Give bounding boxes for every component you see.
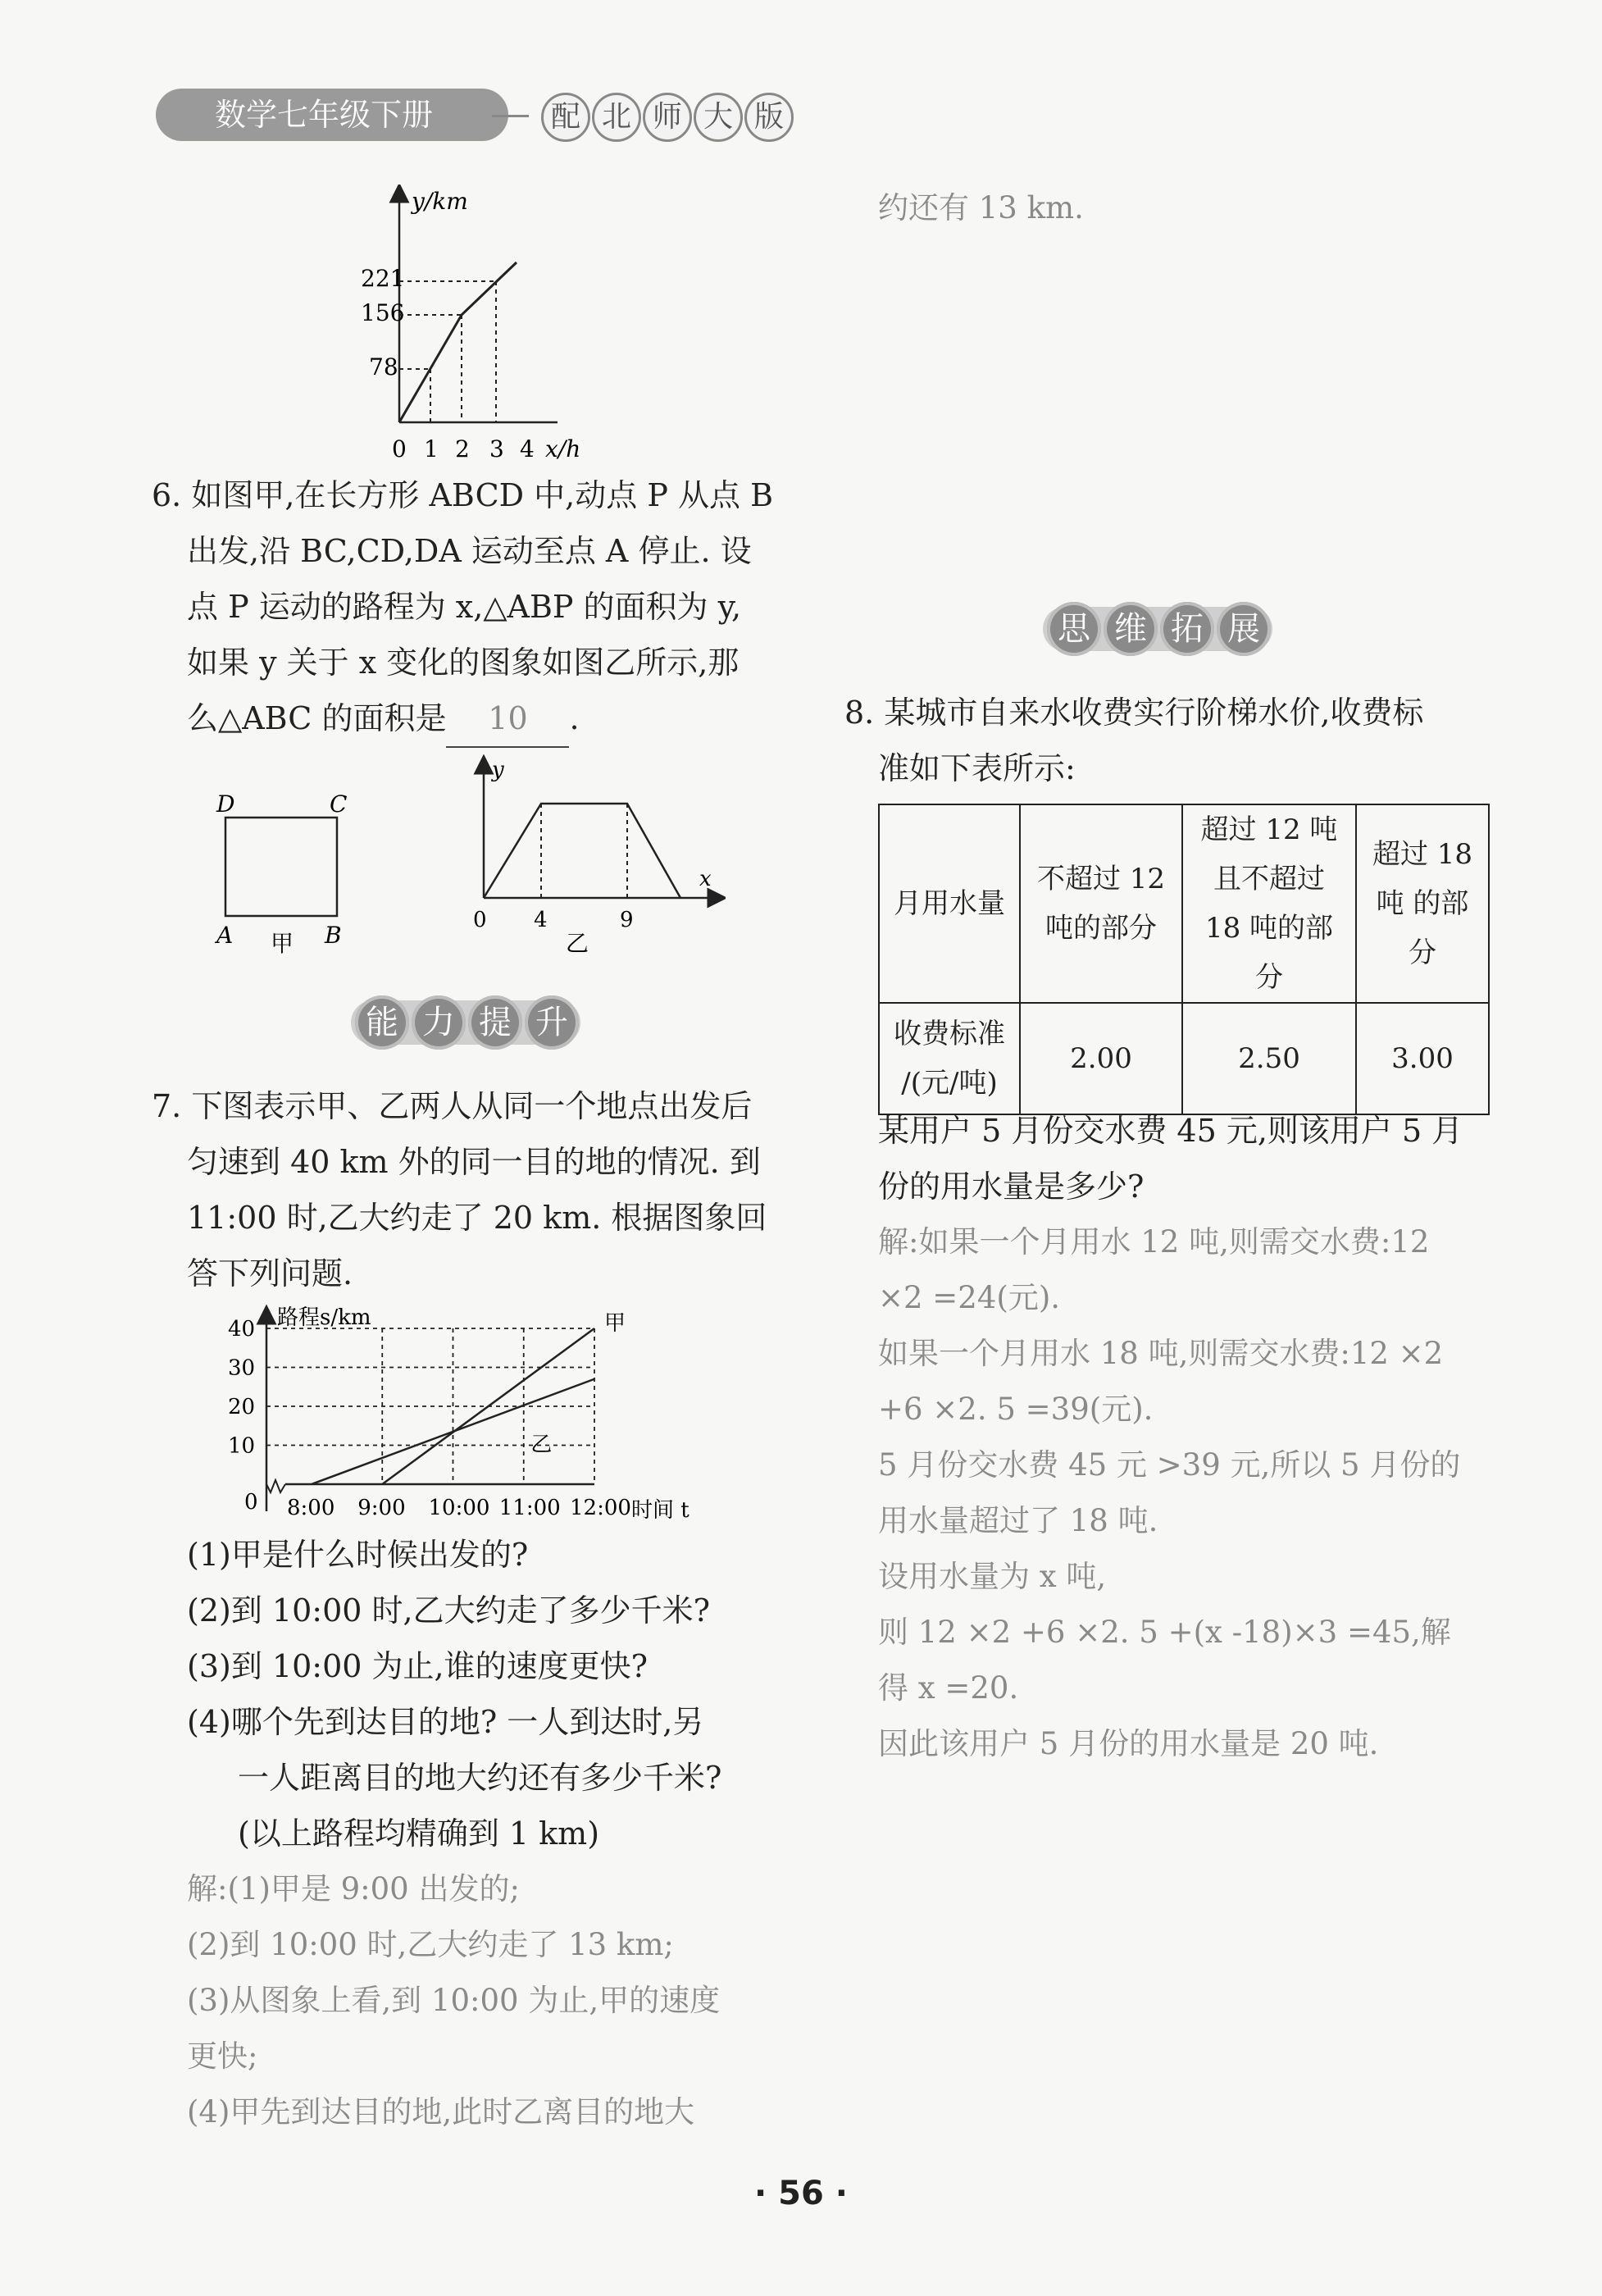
- vertex-label: C: [330, 790, 348, 818]
- q6-line: 出发,沿 BC,CD,DA 运动至点 A 停止. 设: [187, 533, 752, 569]
- y-tick-label: 30: [228, 1355, 256, 1381]
- book-title: 数学七年级下册: [156, 89, 508, 141]
- figure-caption: 乙: [566, 930, 589, 957]
- x-tick-label: 1: [424, 435, 439, 462]
- q8-line: 8. 某城市自来水收费实行阶梯水价,收费标: [844, 695, 1424, 731]
- x-axis-label: x: [699, 867, 712, 891]
- section-ability-char: 力: [412, 995, 466, 1050]
- y-tick-label: 156: [361, 299, 405, 326]
- q6-answer: 10: [446, 690, 569, 748]
- section-thinking-char: 思: [1047, 602, 1101, 656]
- q7-answer: 约还有 13 km.: [878, 190, 1084, 226]
- x-tick-label: 12:00: [570, 1496, 631, 1520]
- q8-line: 准如下表所示:: [878, 750, 1076, 786]
- q7-question: (4)哪个先到达目的地? 一人到达时,另: [187, 1704, 704, 1740]
- table-cell-value: 2.00: [1020, 1003, 1182, 1114]
- q7-answer: 更快;: [187, 2039, 258, 2074]
- graph-line: [399, 262, 517, 422]
- axis-break: [266, 1480, 285, 1511]
- vertex-label: B: [325, 922, 342, 949]
- q8-answer: 5 月份交水费 45 元 >39 元,所以 5 月份的: [878, 1447, 1461, 1483]
- x-tick-label: 9:00: [357, 1496, 406, 1520]
- section-thinking-char: 展: [1217, 602, 1271, 656]
- q7-question: (3)到 10:00 为止,谁的速度更快?: [187, 1648, 648, 1684]
- y-tick-label: 40: [228, 1317, 256, 1342]
- q7-question: 一人距离目的地大约还有多少千米?: [238, 1760, 722, 1796]
- q8-answer: 解:如果一个月用水 12 吨,则需交水费:12: [878, 1224, 1430, 1260]
- table-header-cell: 不超过 12 吨的部分: [1020, 804, 1182, 1003]
- q7-question: (2)到 10:00 时,乙大约走了多少千米?: [187, 1592, 710, 1629]
- origin-label: 0: [244, 1490, 258, 1515]
- q7-answer: 解:(1)甲是 9:00 出发的;: [187, 1871, 520, 1906]
- series-label: 乙: [530, 1433, 553, 1457]
- y-tick-label: 20: [228, 1395, 256, 1419]
- vertex-label: D: [216, 790, 235, 818]
- x-tick-label: 0: [473, 908, 487, 932]
- x-tick-label: 9: [620, 908, 634, 932]
- x-tick-label: 11:00: [498, 1496, 561, 1520]
- q8-answer: +6 ×2. 5 =39(元).: [878, 1392, 1154, 1427]
- q7-answer: (4)甲先到达目的地,此时乙离目的地大: [187, 2094, 695, 2130]
- q7-question: (以上路程均精确到 1 km): [238, 1815, 600, 1852]
- q6-last-suffix: .: [569, 700, 580, 736]
- x-tick-label: 8:00: [287, 1496, 335, 1520]
- q7-line: 7. 下图表示甲、乙两人从同一个地点出发后: [152, 1088, 753, 1124]
- q6-line: 如果 y 关于 x 变化的图象如图乙所示,那: [187, 645, 740, 681]
- q8-answer: 设用水量为 x 吨,: [878, 1559, 1107, 1594]
- q7-answer: (2)到 10:00 时,乙大约走了 13 km;: [187, 1927, 674, 1962]
- q8-answer: 如果一个月用水 18 吨,则需交水费:12 ×2: [878, 1336, 1444, 1371]
- x-tick-label: 10:00: [428, 1496, 490, 1520]
- figure-yi-graph: [463, 754, 726, 959]
- x-tick-label: 3: [489, 435, 504, 462]
- q8-question: 份的用水量是多少?: [878, 1168, 1145, 1205]
- y-axis-label: y: [492, 758, 504, 782]
- x-tick-label: 4: [520, 435, 535, 462]
- q6-last-line: [187, 690, 580, 748]
- table-row-label: 收费标准 /(元/吨): [879, 1003, 1020, 1114]
- graph-trapezoid: [484, 804, 680, 898]
- edition-char: 师: [643, 93, 692, 142]
- q7-line: 答下列问题.: [187, 1255, 353, 1292]
- q8-answer: ×2 =24(元).: [878, 1280, 1061, 1315]
- table-header-cell: 超过 12 吨 且不超过 18 吨的部分: [1182, 804, 1356, 1003]
- figure-jia-rectangle: [205, 783, 369, 959]
- q8-answer: 得 x =20.: [878, 1670, 1019, 1706]
- header-connector: [492, 115, 529, 117]
- edition-char: 版: [744, 93, 794, 142]
- table-header-cell: 月用水量: [879, 804, 1020, 1003]
- q7-question: (1)甲是什么时候出发的?: [187, 1537, 529, 1573]
- figure-caption: 甲: [271, 930, 294, 957]
- edition-char: 配: [541, 93, 590, 142]
- q8-answer: 因此该用户 5 月份的用水量是 20 吨.: [878, 1726, 1379, 1761]
- distance-time-graph: [312, 184, 607, 467]
- edition-char: 大: [694, 93, 743, 142]
- vertex-label: A: [216, 922, 234, 949]
- q6-last-prefix: 么△ABC 的面积是: [187, 700, 447, 736]
- section-thinking-char: 维: [1104, 602, 1158, 656]
- table-cell-value: 2.50: [1182, 1003, 1356, 1114]
- page-number: · 56 ·: [754, 2175, 848, 2212]
- q6-line: 6. 如图甲,在长方形 ABCD 中,动点 P 从点 B: [152, 477, 773, 513]
- q8-question: 某用户 5 月份交水费 45 元,则该用户 5 月: [878, 1113, 1463, 1149]
- y-axis-label: y/km: [412, 188, 468, 215]
- y-axis-label: 路程s/km: [277, 1305, 371, 1330]
- table-cell-value: 3.00: [1356, 1003, 1489, 1114]
- rectangle-abcd: [225, 818, 337, 916]
- x-tick-label: 2: [455, 435, 470, 462]
- water-price-table: [878, 804, 1490, 1115]
- q7-line: 匀速到 40 km 外的同一目的地的情况. 到: [187, 1144, 761, 1180]
- q7-line: 11:00 时,乙大约走了 20 km. 根据图象回: [187, 1200, 767, 1236]
- q8-answer: 用水量超过了 18 吨.: [878, 1503, 1158, 1538]
- q8-answer: 则 12 ×2 +6 ×2. 5 +(x -18)×3 =45,解: [878, 1615, 1451, 1650]
- y-tick-label: 10: [228, 1433, 256, 1459]
- section-ability-char: 提: [468, 995, 522, 1050]
- q7-answer: (3)从图象上看,到 10:00 为止,甲的速度: [187, 1983, 721, 2018]
- x-tick-label: 4: [534, 908, 548, 932]
- y-tick-label: 78: [369, 353, 398, 380]
- edition-char: 北: [592, 93, 641, 142]
- x-axis-label: 时间 t: [631, 1498, 689, 1523]
- y-tick-label: 221: [361, 265, 405, 292]
- section-thinking-char: 拓: [1160, 602, 1214, 656]
- x-axis-label: x/h: [545, 435, 581, 462]
- x-tick-label: 0: [392, 435, 407, 462]
- travel-line-chart: [221, 1300, 746, 1529]
- q6-line: 点 P 运动的路程为 x,△ABP 的面积为 y,: [187, 589, 742, 625]
- section-ability-char: 升: [525, 995, 579, 1050]
- section-ability-char: 能: [355, 995, 409, 1050]
- series-label: 甲: [604, 1311, 626, 1336]
- table-header-cell: 超过 18 吨 的部分: [1356, 804, 1489, 1003]
